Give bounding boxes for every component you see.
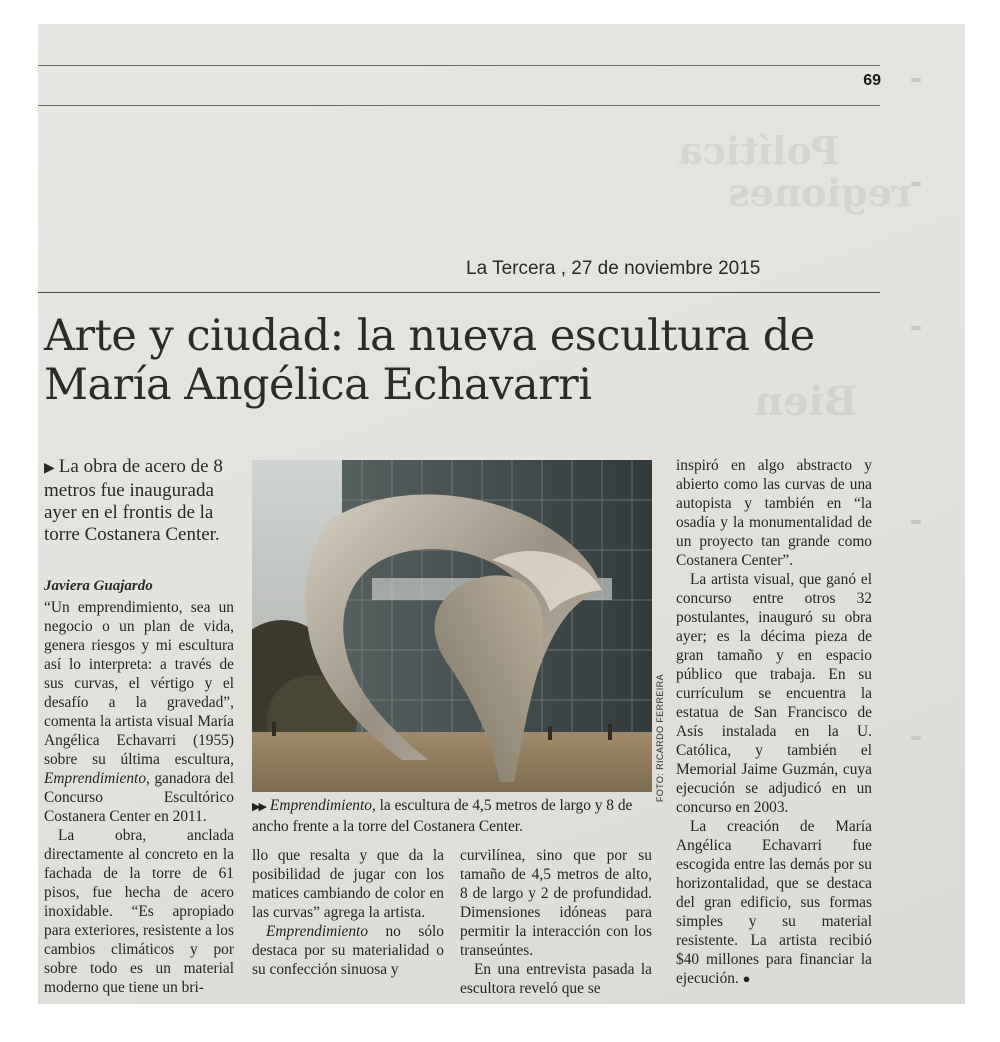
section-rule xyxy=(38,292,880,293)
body-column-4 xyxy=(676,456,872,988)
bleed-through-text: Política xyxy=(678,128,840,173)
page-number: 69 xyxy=(863,72,881,89)
body-column-3 xyxy=(460,846,652,998)
paragraph: Emprendimiento no sólo destaca por su materialidad o su confección sinuosa y xyxy=(252,923,444,978)
bleed-through-text: regiones xyxy=(728,170,912,215)
paragraph: “Un emprendimiento, sea un negocio o un plan de vida, genera riesgos y mi escultura así lo interpreta: a través de sus curvas, el vértigo y el desafío a la gravedad”, comenta la artista visual María Angélica Echavarri (1955) sobre su última escultura, Emprendimiento, ganadora del Concurso Escultórico Costanera Center en 2011. xyxy=(44,599,234,825)
top-rule xyxy=(38,65,880,66)
margin-mark xyxy=(911,78,921,82)
margin-mark xyxy=(911,182,921,186)
header-rule xyxy=(38,105,880,106)
paragraph: curvilínea, sino que por su tamaño de 4,5 metros de alto, 8 de largo y 2 de profundidad. Dimensiones idóneas para permitir la interacción con los transeúntes. xyxy=(460,847,652,959)
photo-credit: FOTO: RICARDO FERREIRA xyxy=(655,674,665,803)
headline: Arte y ciudad: la nueva escultura de María Angélica Echavarri xyxy=(44,311,815,410)
end-mark-icon: ● xyxy=(742,971,751,986)
margin-mark xyxy=(911,520,921,524)
lede xyxy=(44,456,234,546)
triangle-right-icon: ▶ xyxy=(44,461,55,476)
byline: Javiera Guajardo xyxy=(44,578,153,594)
bleed-through-text: Bien xyxy=(754,378,858,425)
newspaper-page xyxy=(38,24,965,1004)
paragraph: La artista visual, que ganó el concurso entre otros 32 postulantes, inauguró su obra ayer; es la décima pieza de gran tamaño y en espacio público que trabaja. En su currículum se encuentra la estatua de San Francisco de Asís instalada en la U. Católica, y también el Memorial Jaime Guzmán, cuya ejecución se adjudicó en un concurso en 2003. xyxy=(676,571,872,816)
sculpture-photo xyxy=(252,460,652,792)
paragraph: La obra, anclada directamente al concreto en la fachada de la torre de 61 pisos, fue hecha de acero inoxidable. “Es apropiado para exteriores, resistente a los cambios climáticos y por sobre todo es un material moderno que tiene un bri- xyxy=(44,827,234,996)
source-line: La Tercera , 27 de noviembre 2015 xyxy=(466,258,761,279)
paragraph: inspiró en algo abstracto y abierto como las curvas de una autopista y también en “la osadía y la monumentalidad de un proyecto tan grande como Costanera Center”. xyxy=(676,457,872,569)
double-triangle-right-icon: ▶▶ xyxy=(252,801,265,813)
body-column-1 xyxy=(44,598,234,997)
margin-mark xyxy=(911,736,921,740)
lede-text: La obra de acero de 8 metros fue inaugurada ayer en el frontis de la torre Costanera Center. xyxy=(44,456,223,545)
paragraph: llo que resalta y que da la posibilidad de jugar con los matices cambiando de color en las curvas” agrega la artista. xyxy=(252,847,444,921)
paragraph: La creación de María Angélica Echavarri fue escogida entre las demás por su horizontalidad, que se destaca del gran edificio, sus formas simples y su material resistente. La artista recibió $40 millones para financiar la ejecución. ● xyxy=(676,818,872,987)
body-column-2 xyxy=(252,846,444,979)
photo-caption: ▶▶ Emprendimiento, la escultura de 4,5 metros de largo y 8 de ancho frente a la torre del Costanera Center. xyxy=(252,797,633,835)
paragraph: En una entrevista pasada la escultora reveló que se xyxy=(460,961,652,997)
